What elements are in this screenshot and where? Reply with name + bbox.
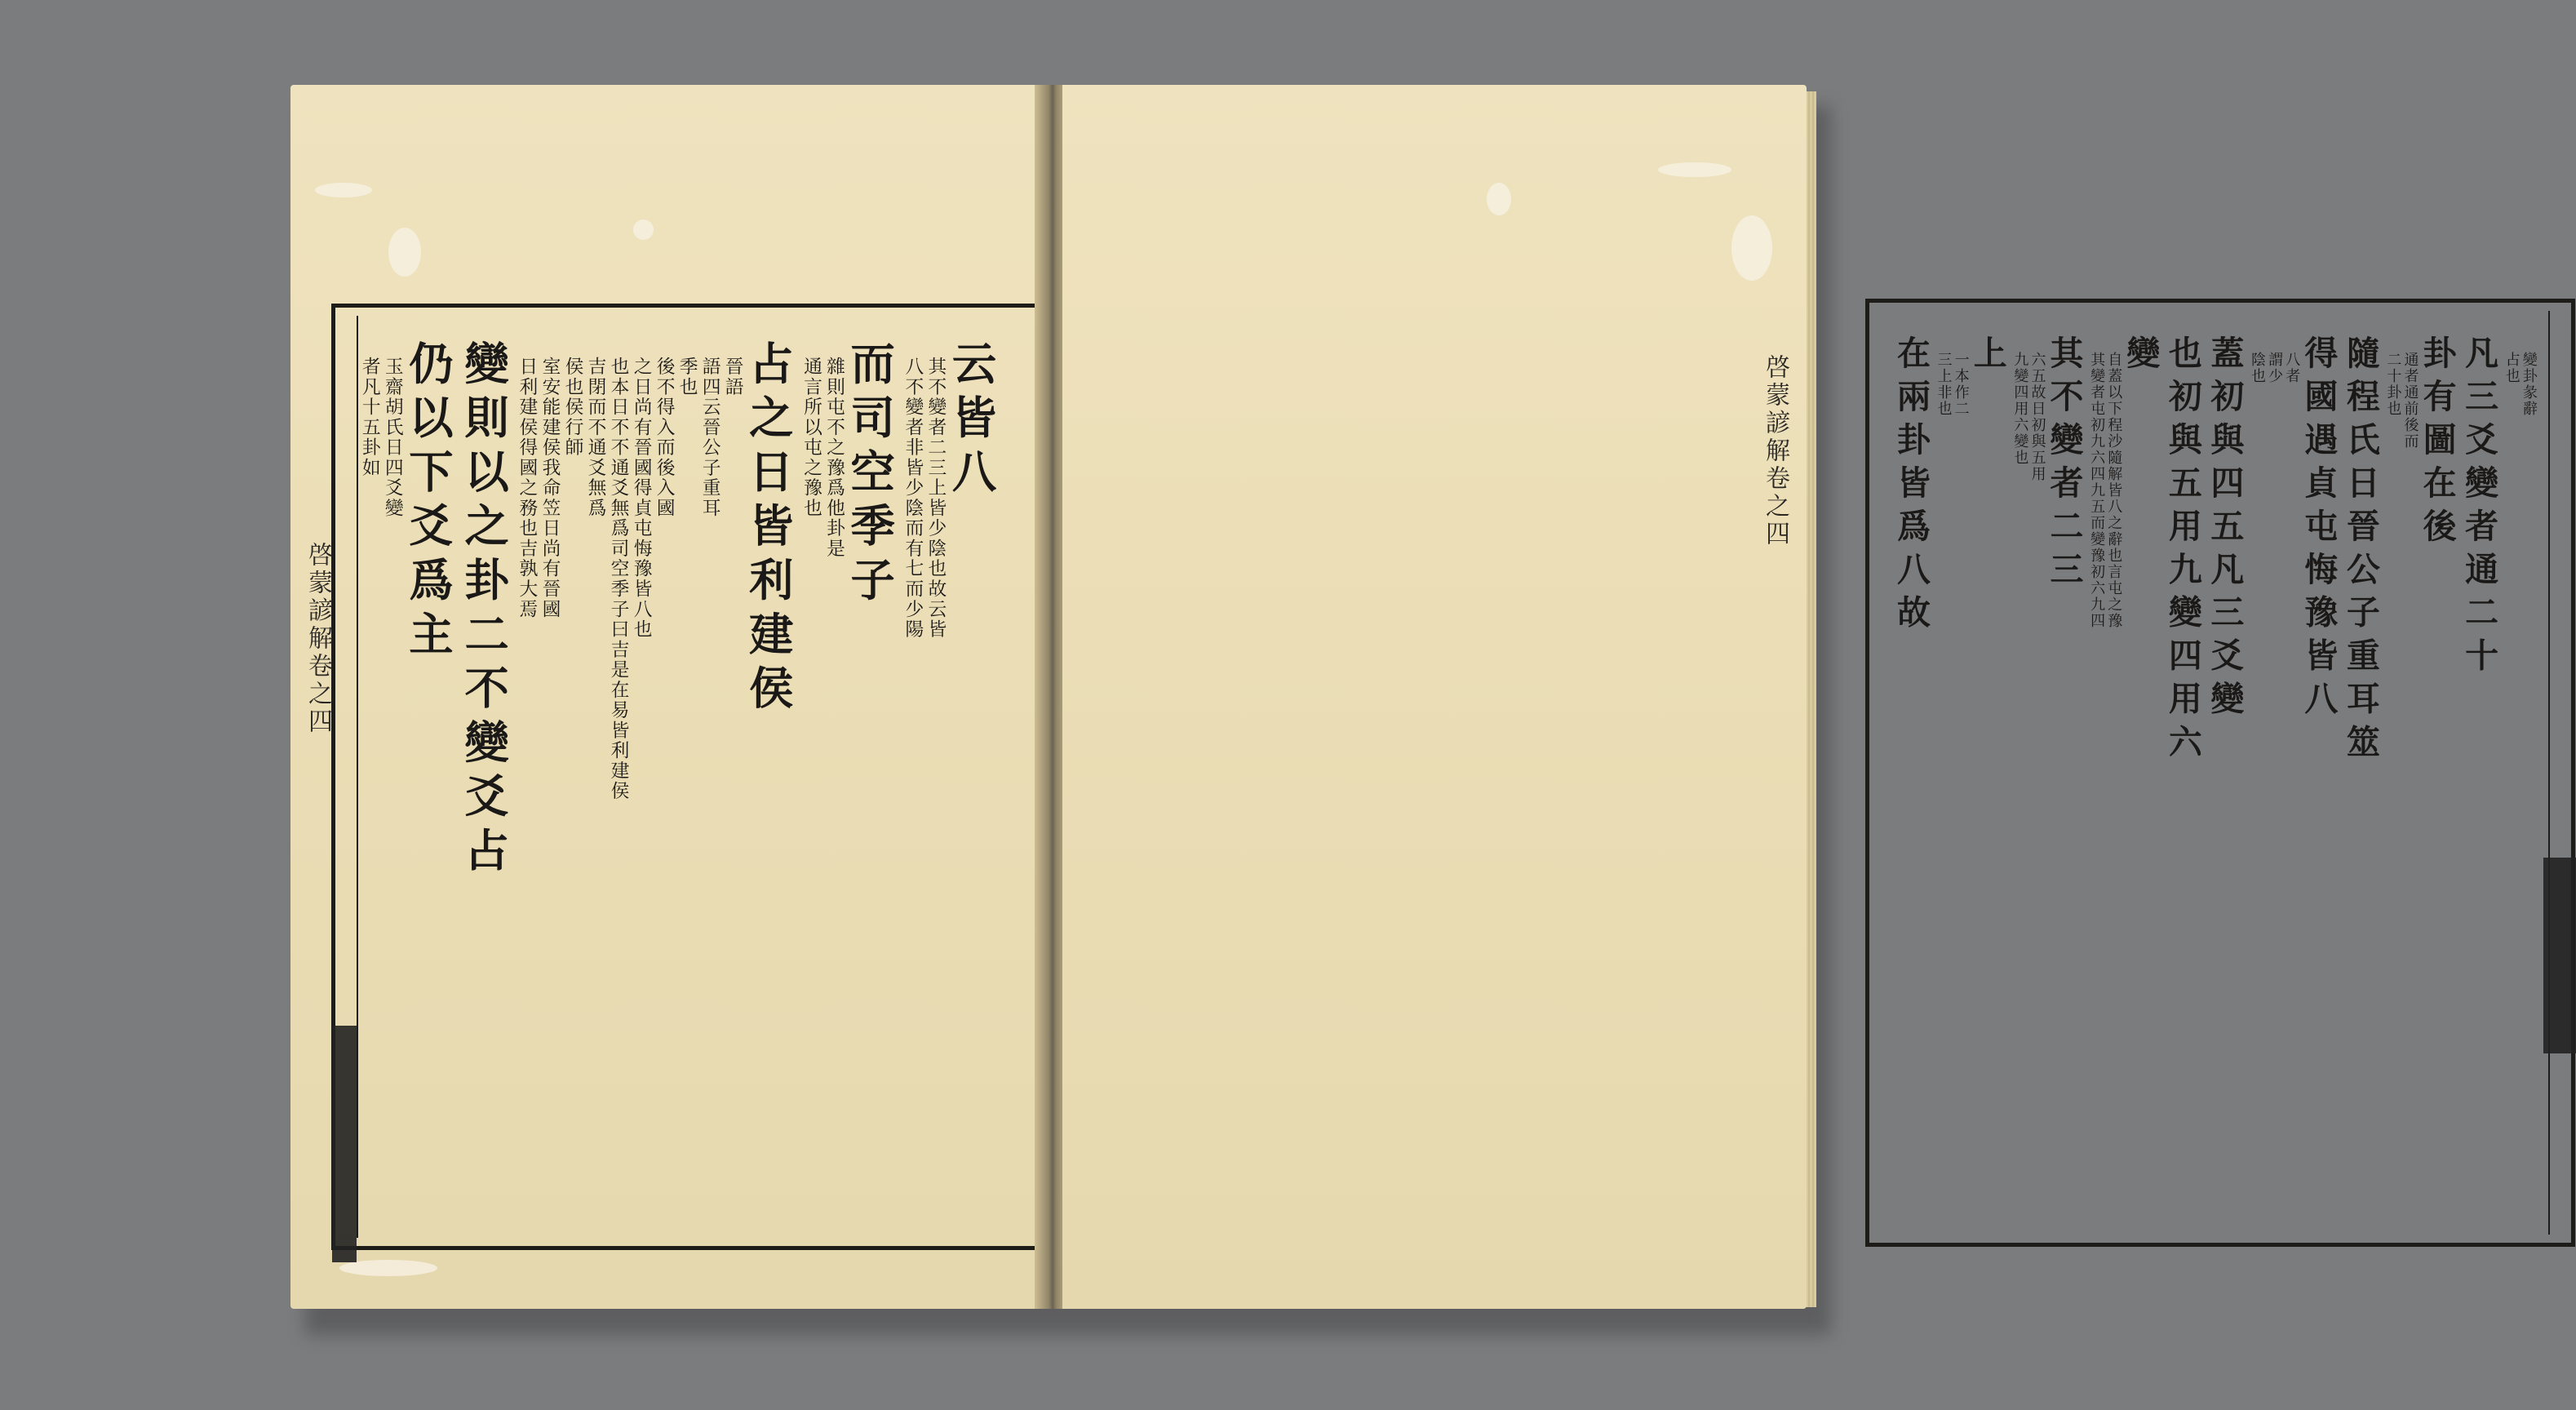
left_page-text-column: 晉語 — [721, 357, 743, 397]
right_page-text-column: 蓋初與四五凡三爻變 — [2205, 335, 2245, 725]
right-margin-title: 啓蒙諺解卷之四 — [1761, 354, 1789, 548]
left_page-text-column: 雜則屯不之豫爲他卦是 — [823, 357, 845, 559]
paper-damage — [1658, 162, 1731, 177]
right_page-text-column: 占也 — [2503, 352, 2521, 384]
right_page-text-column: 謂少 — [2266, 352, 2284, 384]
left_page-text-column: 占之日皆利建侯 — [742, 340, 795, 720]
right_page-text-column: 通者通前後而 — [2401, 352, 2419, 450]
right_page-text-column: 變卦彖辭 — [2520, 352, 2538, 417]
left-page — [290, 85, 1041, 1309]
left_page-text-column: 之日尚有晉國得貞屯悔豫皆八也 — [630, 357, 652, 640]
right_page-text-column: 上 — [1967, 335, 2007, 379]
right-page — [1062, 85, 2538, 1309]
left_page-text-column: 侯也侯行師 — [561, 357, 583, 458]
left_page-text-column: 通言所以屯之豫也 — [800, 357, 822, 519]
paper-damage — [1487, 183, 1511, 215]
left_page-text-column: 日利建侯得國之務也吉孰大焉 — [516, 357, 538, 620]
right_page-text-column: 陰也 — [2248, 352, 2266, 384]
ink-block — [332, 1026, 357, 1262]
left_page-text-column: 後不得入而後入國 — [653, 357, 675, 519]
right_page-text-column: 也初與五用九變四用六 — [2162, 335, 2202, 768]
left_page-text-column: 吉閉而不通爻無爲 — [584, 357, 606, 519]
left_page-text-column: 也本日不不通爻無爲司空季子曰吉是在易皆利建侯 — [607, 357, 629, 801]
frame-rule — [357, 316, 358, 1238]
left_page-text-column: 云皆八 — [944, 340, 997, 503]
paper-damage — [339, 1260, 437, 1276]
paper-damage — [388, 228, 421, 277]
paper-damage — [633, 219, 654, 240]
left_page-text-column: 八不變者非皆少陰而有七而少陽 — [902, 357, 924, 640]
right_page-text-column: 得國遇貞屯悔豫皆八 — [2299, 335, 2339, 725]
left_page-text-column: 而司空季子 — [843, 340, 896, 611]
right_page-text-column: 凡三爻變者通二十 — [2459, 335, 2499, 681]
paper-damage — [315, 183, 372, 197]
left_page-text-column: 室安能建侯我命笠日尚有晉國 — [539, 357, 561, 620]
left-margin-title: 啓蒙諺解卷之四 — [304, 542, 332, 736]
right_page-text-column: 自蓋以下程沙隨解皆八之辭也言屯之豫 — [2105, 352, 2123, 629]
right_page-text-column: 六五故日初與五用 — [2028, 352, 2046, 482]
right_page-text-column: 一本作二 — [1952, 352, 1970, 417]
ink-block — [2543, 858, 2576, 1053]
right_page-text-column: 其不變者二三 — [2044, 335, 2084, 595]
frame-rule — [2548, 311, 2550, 1235]
left_page-text-column: 玉齋胡氏日四爻變 — [381, 357, 403, 519]
right_page-text-column: 八者 — [2283, 352, 2301, 384]
right_page-text-column: 三上非也 — [1935, 352, 1953, 417]
right_page-text-column: 卦有圖在後 — [2417, 335, 2457, 552]
right_page-text-column: 變 — [2121, 335, 2161, 379]
left_page-text-column: 仍以下爻爲主 — [401, 340, 454, 665]
left-text-frame — [331, 304, 1041, 1250]
left_page-text-column: 者凡十五卦如 — [358, 357, 380, 478]
right-text-frame — [1865, 299, 2575, 1247]
left_page-text-column: 語四云晉公子重耳 — [698, 357, 720, 519]
open-book — [286, 85, 2538, 1317]
left_page-text-column: 季也 — [676, 357, 698, 397]
right_page-text-column: 其變者屯初九六四九五而變豫初六九四 — [2088, 352, 2106, 629]
paper-damage — [1731, 215, 1772, 281]
right_page-text-column: 二十卦也 — [2384, 352, 2402, 417]
left_page-text-column: 變則以之卦二不變爻占 — [457, 340, 510, 881]
right_page-text-column: 在兩卦皆爲八故 — [1891, 335, 1931, 638]
left_page-text-column: 其不變者二三上皆少陰也故云皆 — [924, 357, 947, 640]
right_page-text-column: 九變四用六變也 — [2011, 352, 2029, 466]
right_page-text-column: 隨程氏日晉公子重耳筮 — [2340, 335, 2380, 768]
